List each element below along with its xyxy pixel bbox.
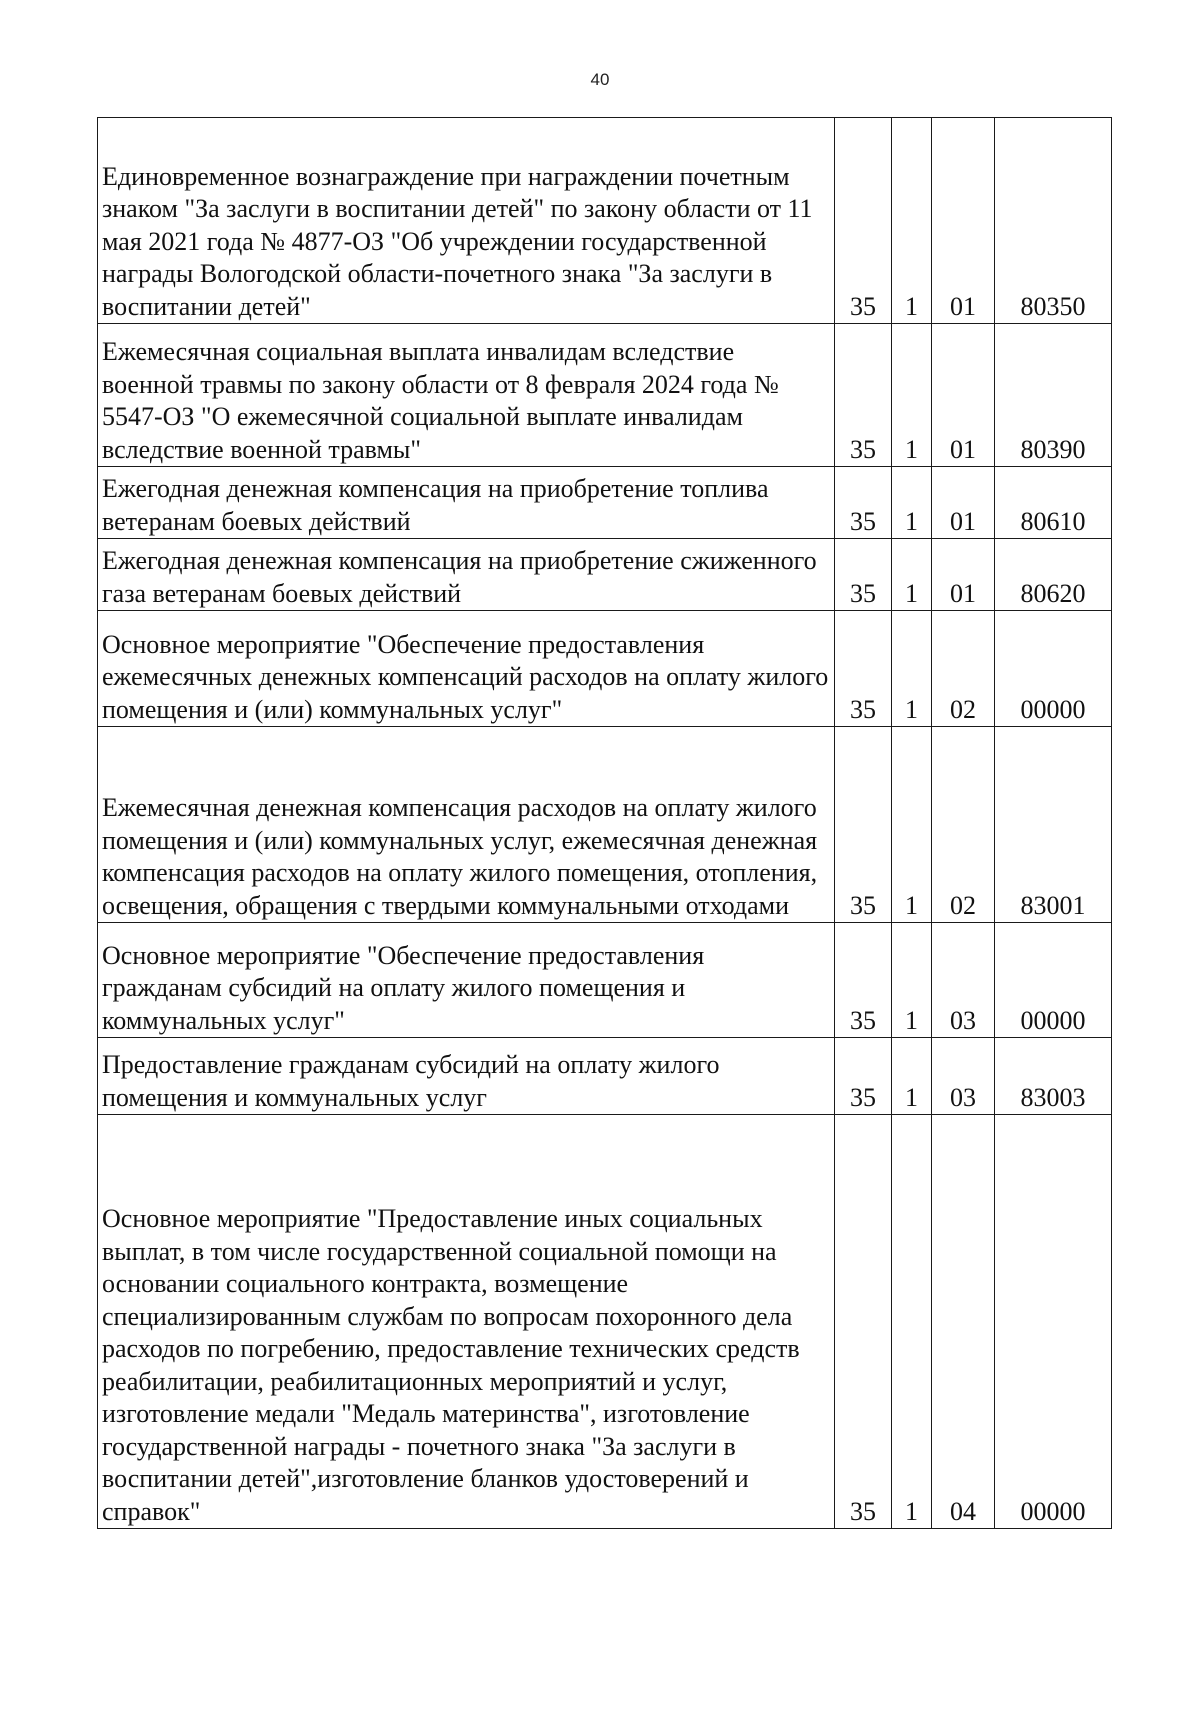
row-name: Основное мероприятие "Обеспечение предоставления ежемесячных денежных компенсаций расходов на оплату жилого помещения и (или) коммунальных услуг" <box>102 629 829 724</box>
program-code-cell: 35 <box>835 467 892 539</box>
direction-code-cell: 83003 <box>995 1038 1112 1115</box>
row-name: Ежемесячная денежная компенсация расходов на оплату жилого помещения и (или) коммунальных услуг, ежемесячная денежная компенсация расходов на оплату жилого помещения, отопления, освещения, обращения с твердыми коммунальными отходами <box>102 793 818 920</box>
subprogram-code-cell: 1 <box>892 324 932 467</box>
activity-code-cell: 01 <box>932 539 995 611</box>
subprogram-code-cell: 1 <box>892 611 932 727</box>
direction-code-cell: 80350 <box>995 118 1112 324</box>
subprogram-code-cell: 1 <box>892 727 932 923</box>
direction-code-cell: 80390 <box>995 324 1112 467</box>
row-name: Единовременное вознаграждение при награждении почетным знаком "За заслуги в воспитании детей" по закону области от 11 мая 2021 года № 4877-ОЗ "Об учреждении государственной награды Вологодской области-почетного знака "За заслуги в воспитании детей" <box>102 161 813 321</box>
page-number: 40 <box>590 70 610 89</box>
direction-code-cell: 80610 <box>995 467 1112 539</box>
activity-code-cell: 01 <box>932 324 995 467</box>
row-name-cell <box>98 118 835 324</box>
program-code-cell: 35 <box>835 1038 892 1115</box>
row-name: Ежемесячная социальная выплата инвалидам вследствие военной травмы по закону области от 8 февраля 2024 года № 5547-ОЗ "О ежемесячной социальной выплате инвалидам вследствие военной травмы" <box>102 337 779 464</box>
activity-code-cell: 03 <box>932 923 995 1038</box>
direction-code-cell: 80620 <box>995 539 1112 611</box>
subprogram-code-cell: 1 <box>892 1038 932 1115</box>
direction-code-cell: 83001 <box>995 727 1112 923</box>
row-name-cell <box>98 1115 835 1529</box>
row-name-cell <box>98 467 835 539</box>
activity-code-cell: 02 <box>932 611 995 727</box>
program-code-cell: 35 <box>835 324 892 467</box>
subprogram-code-cell: 1 <box>892 539 932 611</box>
activity-code-cell: 02 <box>932 727 995 923</box>
program-code-cell: 35 <box>835 923 892 1038</box>
row-name: Ежегодная денежная компенсация на приобретение топлива ветеранам боевых действий <box>102 474 769 536</box>
table-row <box>98 118 1112 324</box>
activity-code-cell: 01 <box>932 118 995 324</box>
table-row <box>98 1115 1112 1529</box>
program-code-cell: 35 <box>835 727 892 923</box>
row-name-cell <box>98 923 835 1038</box>
activity-code-cell: 01 <box>932 467 995 539</box>
budget-classification-table <box>97 117 1112 1529</box>
program-code-cell: 35 <box>835 611 892 727</box>
subprogram-code-cell: 1 <box>892 467 932 539</box>
row-name-cell <box>98 539 835 611</box>
program-code-cell: 35 <box>835 1115 892 1529</box>
program-code-cell: 35 <box>835 539 892 611</box>
table-row <box>98 611 1112 727</box>
direction-code-cell: 00000 <box>995 1115 1112 1529</box>
table-row <box>98 324 1112 467</box>
row-name-cell <box>98 1038 835 1115</box>
table-row <box>98 539 1112 611</box>
row-name-cell <box>98 324 835 467</box>
subprogram-code-cell: 1 <box>892 1115 932 1529</box>
table-row <box>98 1038 1112 1115</box>
table-row <box>98 923 1112 1038</box>
program-code-cell: 35 <box>835 118 892 324</box>
subprogram-code-cell: 1 <box>892 923 932 1038</box>
activity-code-cell: 04 <box>932 1115 995 1529</box>
subprogram-code-cell: 1 <box>892 118 932 324</box>
row-name: Основное мероприятие "Обеспечение предоставления гражданам субсидий на оплату жилого помещения и коммунальных услуг" <box>102 940 705 1035</box>
row-name-cell <box>98 727 835 923</box>
row-name: Ежегодная денежная компенсация на приобретение сжиженного газа ветеранам боевых действий <box>102 546 817 608</box>
direction-code-cell: 00000 <box>995 923 1112 1038</box>
row-name: Основное мероприятие "Предоставление иных социальных выплат, в том числе государственной социальной помощи на основании социального контракта, возмещение специализированным службам по вопросам похоронного дела расходов по погребению, предоставление технических средств реабилитации, реабилитационных мероприятий и услуг, изготовление медали "Медаль материнства", изготовление государственной награды - почетного знака "За заслуги в воспитании детей",изготовление бланков удостоверений и справок" <box>102 1204 800 1526</box>
row-name-cell <box>98 611 835 727</box>
direction-code-cell: 00000 <box>995 611 1112 727</box>
activity-code-cell: 03 <box>932 1038 995 1115</box>
row-name: Предоставление гражданам субсидий на оплату жилого помещения и коммунальных услуг <box>102 1050 720 1112</box>
table-row <box>98 467 1112 539</box>
table-row <box>98 727 1112 923</box>
